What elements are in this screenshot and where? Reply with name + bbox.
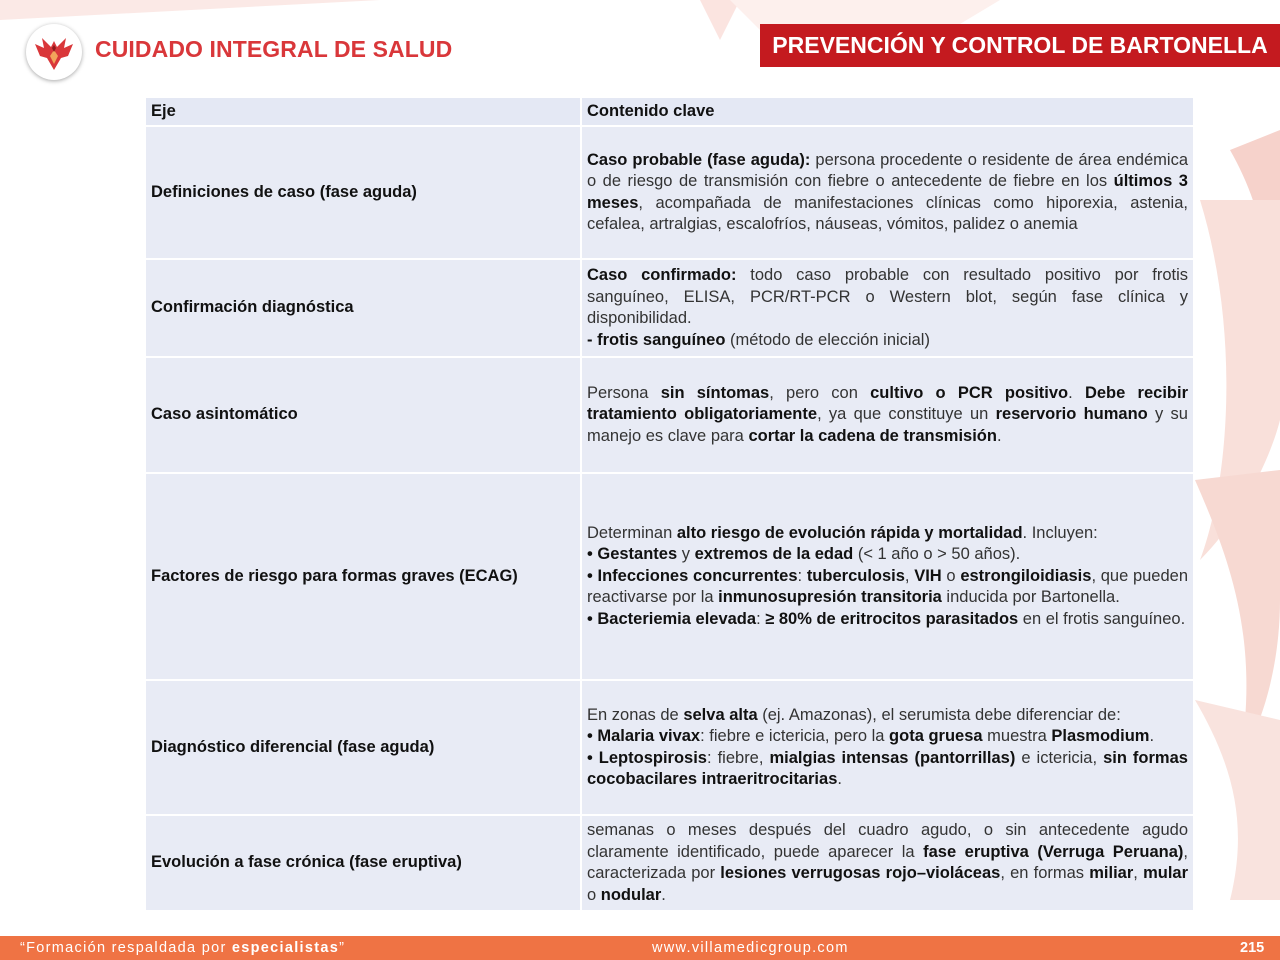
table-row [145, 473, 1194, 680]
bold-text: Gestantes [597, 545, 678, 564]
text-line [587, 523, 1188, 545]
bullet: • [587, 609, 598, 628]
brand-logo [26, 24, 82, 80]
text: y [677, 545, 695, 564]
text: e ictericia, [1015, 748, 1104, 767]
bold-text: últimos 3 meses [587, 172, 1188, 212]
text: o [587, 885, 601, 904]
text: : [756, 609, 766, 628]
bold-text: sin formas cocobacilares intraeritrocitarias [587, 748, 1188, 788]
row-axis: Evolución a fase crónica (fase eruptiva) [145, 815, 581, 911]
bold-text: VIH [914, 566, 942, 585]
row-content [581, 357, 1194, 473]
text: : [797, 566, 807, 585]
row-content [581, 259, 1194, 357]
row-axis: Diagnóstico diferencial (fase aguda) [145, 680, 581, 815]
bold-text: reservorio humano [995, 405, 1148, 424]
bold-text: nodular [600, 885, 662, 904]
bold-text: fase eruptiva (Verruga Peruana) [923, 842, 1184, 861]
bold-text: alto riesgo de evolución rápida y mortalidad [676, 523, 1023, 542]
table-row [145, 126, 1194, 259]
text: , acompañada de manifestaciones clínicas como hiporexia, astenia, cefalea, artralgias, escalofríos, náuseas, vómitos, palidez o anemia [587, 193, 1188, 233]
text: muestra [982, 727, 1052, 745]
text: Persona [587, 383, 661, 402]
topic-banner: PREVENCIÓN Y CONTROL DE BARTONELLA [760, 24, 1280, 67]
bold-text: selva alta [683, 705, 758, 724]
bold-text: Leptospirosis [598, 748, 707, 767]
bullet-item [587, 726, 1188, 748]
bold-text: Infecciones concurrentes [597, 566, 798, 585]
text: . [837, 770, 842, 788]
text: (< 1 año o > 50 años). [853, 545, 1021, 564]
text: semanas o meses después del cuadro agudo, o sin antecedente agudo claramente identificado, puede aparecer la [587, 821, 1188, 861]
slogan-suffix: ” [339, 940, 346, 956]
table-row [145, 680, 1194, 815]
row-content [581, 815, 1194, 911]
footer-website-link[interactable]: www.villamedicgroup.com [652, 940, 849, 956]
text: : fiebre, [706, 748, 770, 767]
bullet-item [587, 544, 1188, 566]
text: . Incluyen: [1022, 523, 1098, 542]
text: , [904, 566, 915, 585]
text: En zonas de [587, 705, 684, 724]
bold-text: inmunosupresión transitoria [718, 588, 942, 607]
text: . [661, 885, 666, 904]
row-axis: Factores de riesgo para formas graves (ECAG) [145, 473, 581, 680]
bold-text: Caso probable (fase aguda): [587, 150, 811, 169]
bold-text: estrongiloidiasis [960, 566, 1092, 585]
text-line [587, 330, 1188, 352]
row-content [581, 680, 1194, 815]
bold-text: Plasmodium [1051, 727, 1150, 745]
page-number: 215 [1240, 940, 1265, 956]
bold-text: lesiones verrugosas rojo–violáceas [720, 864, 1001, 882]
text: (método de elección inicial) [725, 330, 930, 349]
text: Determinan [587, 523, 677, 542]
bullet: • [587, 566, 598, 585]
table-row [145, 815, 1194, 911]
bold-text: mular [1143, 864, 1188, 882]
text: : fiebre e ictericia, pero la [700, 727, 890, 745]
row-content [581, 473, 1194, 680]
text: , en formas [1000, 864, 1090, 882]
bold-text: Debe recibir tratamiento obligatoriamente [587, 383, 1188, 424]
table-header-row [145, 97, 1194, 126]
bullet: • [587, 727, 598, 745]
bold-text: - frotis sanguíneo [587, 330, 726, 349]
text: (ej. Amazonas), el serumista debe diferenciar de: [757, 705, 1121, 724]
text: o [941, 566, 961, 585]
row-axis: Confirmación diagnóstica [145, 259, 581, 357]
header-content: Contenido clave [581, 97, 1194, 126]
row-axis: Definiciones de caso (fase aguda) [145, 126, 581, 259]
text: persona procedente o residente de área endémica o de riesgo de transmisión con fiebre o antecedente de fiebre en los [587, 150, 1189, 190]
text: y su manejo es clave para [587, 405, 1188, 445]
table-row [145, 259, 1194, 357]
bullet-item [587, 566, 1188, 609]
text: , pero con [769, 383, 871, 402]
table-row [145, 357, 1194, 473]
bullet-item [587, 748, 1188, 791]
bold-text: Caso confirmado: [587, 266, 737, 284]
text: . [1068, 383, 1085, 402]
text: , caracterizada por [587, 842, 1189, 882]
bold-text: mialgias intensas (pantorrillas) [769, 748, 1016, 767]
bullet: • [587, 748, 599, 767]
bold-text: cultivo o PCR positivo [870, 383, 1069, 402]
text: todo caso probable con resultado positivo por frotis sanguíneo, ELISA, PCR/RT-PCR o Western blot, según fase clínica y disponibilidad. [587, 266, 1188, 327]
bold-text: extremos de la edad [694, 545, 854, 564]
slogan-prefix: “Formación respaldada por [20, 940, 232, 956]
bullet-item [587, 609, 1188, 631]
bold-text: Bacteriemia elevada [597, 609, 757, 628]
bold-text: ≥ 80% de eritrocitos parasitados [765, 609, 1019, 628]
brand-title: CUIDADO INTEGRAL DE SALUD [95, 36, 453, 62]
slogan-bold: especialistas [231, 940, 340, 956]
row-axis: Caso asintomático [145, 357, 581, 473]
bold-text: miliar [1089, 864, 1134, 882]
text: . [996, 426, 1002, 445]
eagle-logo-icon [32, 30, 76, 74]
footer-bar [0, 936, 1280, 960]
text: , que pueden reactivarse por la [587, 566, 1189, 607]
bold-text: sin síntomas [660, 383, 770, 402]
text: . [1149, 727, 1155, 745]
bold-text: tuberculosis [806, 566, 905, 585]
bold-text: gota gruesa [889, 727, 983, 745]
text: , [1133, 864, 1144, 882]
header-axis: Eje [145, 97, 581, 126]
text: inducida por Bartonella. [941, 588, 1120, 607]
text: en el frotis sanguíneo. [1018, 609, 1186, 628]
content-table [144, 96, 1195, 912]
row-content [581, 126, 1194, 259]
text-line [587, 705, 1188, 727]
footer-slogan [20, 940, 345, 956]
bullet: • [587, 545, 598, 564]
text: , ya que constituye un [817, 405, 996, 424]
bold-text: Malaria vivax [597, 727, 701, 745]
bold-text: cortar la cadena de transmisión [748, 426, 997, 445]
